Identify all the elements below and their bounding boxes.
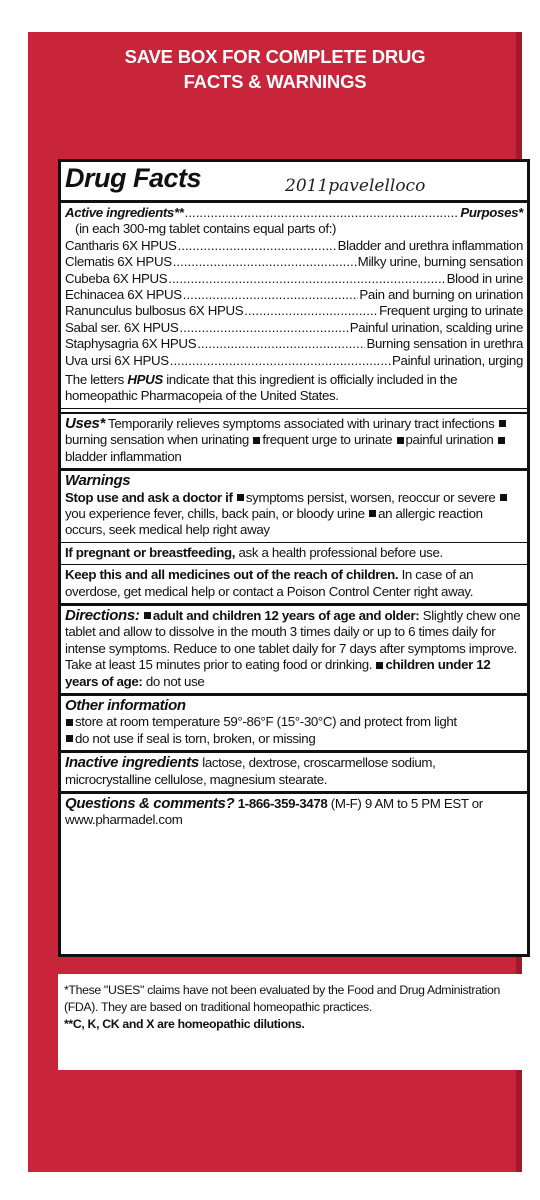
bullet-icon — [66, 735, 73, 742]
questions-section: Questions & comments? 1-866-359-3478 (M-F) 9 AM to 5 PM EST or www.pharmadel.com — [65, 795, 483, 828]
drug-facts-title-row — [61, 162, 527, 203]
drug-facts-panel — [58, 159, 530, 957]
ingredient-row — [65, 287, 523, 303]
uses-section: Uses* Temporarily relieves symptoms associated with urinary tract infections burning sensation when urinating frequent urge to urinate painful urination bladder inflammation — [61, 412, 527, 471]
ingredient-list — [65, 238, 523, 369]
active-header-row: Active ingredients** ..... Purposes* — [65, 205, 523, 221]
product-box — [28, 32, 522, 1172]
ingredient-row — [65, 271, 523, 287]
bullet-icon — [144, 612, 151, 619]
bullet-icon — [500, 494, 507, 501]
ingredient-row — [65, 303, 523, 319]
bullet-icon — [66, 719, 73, 726]
ingredient-name: Uva ursi 6X HPUS — [65, 352, 169, 368]
ingredient-purpose: Frequent urging to urinate — [379, 303, 523, 319]
watermark: 2011pavelelloco — [285, 176, 426, 196]
ingredient-name: Ranunculus bulbosus 6X HPUS — [65, 303, 244, 319]
ingredient-purpose: Painful urination, urging — [392, 352, 523, 368]
bullet-icon — [499, 420, 506, 427]
ingredient-row — [65, 353, 523, 369]
active-ingredients-section — [61, 203, 527, 409]
directions-section: Directions: adult and children 12 years of age and older: Slightly chew one tablet and allow to dissolve in the mouth 3 times daily or up to 6 times daily for intense symptoms. Reduce to one tablet daily for 7 days after symptoms improve. Take at least 15 minutes prior to eating food or drinking. children under 12 years of age: do not use — [61, 606, 527, 696]
ingredient-purpose: Bladder and urethra inflammation — [337, 237, 523, 253]
ingredient-purpose: Pain and burning on urination — [359, 287, 523, 303]
ingredient-name: Cubeba 6X HPUS — [65, 270, 168, 286]
ingredient-name: Echinacea 6X HPUS — [65, 287, 182, 303]
ingredient-purpose: Burning sensation in urethra — [366, 336, 523, 352]
ingredient-row — [65, 238, 523, 254]
active-note: (in each 300-mg tablet contains equal parts of:) — [75, 221, 337, 237]
inactive-ingredients-section: Inactive ingredients lactose, dextrose, croscarmellose sodium, microcrystalline cellulose, magnesium stearate. — [61, 753, 527, 794]
pregnancy-warning: If pregnant or breastfeeding, ask a health professional before use. — [61, 543, 527, 565]
bullet-icon — [237, 494, 244, 501]
bullet-icon — [369, 510, 376, 517]
bullet-icon — [376, 662, 383, 669]
fda-footnote: *These "USES" claims have not been evaluated by the Food and Drug Administration (FDA). They are based on traditional homeopathic practices. **C, K, CK and X are homeopathic dilutions. — [58, 974, 530, 1070]
other-info-section: Other information store at room temperature 59°-86°F (15°-30°C) and protect from light do not use if seal is torn, broken, or missing — [61, 696, 527, 753]
ingredient-purpose: Milky urine, burning sensation — [357, 254, 523, 270]
ingredient-row — [65, 336, 523, 352]
ingredient-purpose: Blood in urine — [446, 270, 523, 286]
hpus-note: The letters HPUS indicate that this ingredient is officially included in the homeopathic Pharmacopeia of the United States. — [65, 372, 458, 404]
stop-use-text: Stop use and ask a doctor if symptoms persist, worsen, reoccur or severe you experience fever, chills, back pain, or bloody urine an allergic reaction occurs, seek medical help right away — [65, 490, 523, 539]
drug-facts-title: Drug Facts — [65, 163, 202, 193]
ingredient-name: Sabal ser. 6X HPUS — [65, 319, 179, 335]
ingredient-name: Staphysagria 6X HPUS — [65, 336, 197, 352]
ingredient-name: Clematis 6X HPUS — [65, 254, 172, 270]
bullet-icon — [253, 437, 260, 444]
ingredient-name: Cantharis 6X HPUS — [65, 237, 177, 253]
warnings-section: Warnings Stop use and ask a doctor if symptoms persist, worsen, reoccur or severe you experience fever, chills, back pain, or bloody urine an allergic reaction occurs, seek medical help right away — [61, 471, 527, 543]
bullet-icon — [498, 437, 505, 444]
save-box-header: SAVE BOX FOR COMPLETE DRUG FACTS & WARNINGS — [124, 46, 426, 92]
ingredient-row — [65, 254, 523, 270]
ingredient-row — [65, 320, 523, 336]
bullet-icon — [397, 437, 404, 444]
keep-away-warning: Keep this and all medicines out of the reach of children. In case of an overdose, get medical help or contact a Poison Control Center right away. — [61, 565, 527, 606]
ingredient-purpose: Painful urination, scalding urine — [349, 319, 523, 335]
